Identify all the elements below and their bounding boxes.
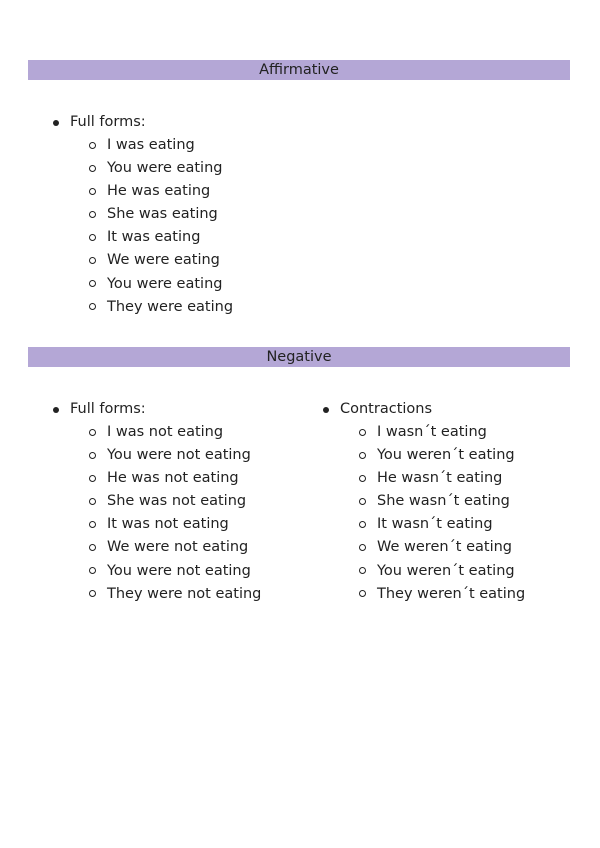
list-item [52, 205, 233, 228]
circle-bullet-icon [359, 590, 366, 597]
circle-bullet-icon [89, 475, 96, 482]
full-forms-label: Full forms: [70, 401, 146, 417]
full-forms-bullet [52, 113, 233, 132]
list-item [52, 136, 233, 159]
list-item-text: He wasn´t eating [377, 470, 503, 487]
circle-bullet-icon [359, 452, 366, 459]
list-item [52, 446, 261, 469]
full-forms-label: Full forms: [70, 114, 146, 130]
list-item [322, 492, 525, 515]
negative-heading: Negative [28, 347, 570, 367]
circle-bullet-icon [89, 544, 96, 551]
list-item [322, 469, 525, 492]
contractions-bullet [322, 400, 525, 419]
list-item-text: You were not eating [107, 562, 251, 579]
list-item-text: You weren´t eating [377, 447, 515, 464]
list-item-text: They weren´t eating [377, 585, 526, 602]
affirmative-sublist [52, 136, 233, 321]
bullet-dot-icon [323, 407, 329, 413]
list-item-text: They were not eating [107, 585, 262, 602]
circle-bullet-icon [89, 303, 96, 310]
circle-bullet-icon [359, 475, 366, 482]
circle-bullet-icon [359, 498, 366, 505]
list-item [52, 585, 261, 608]
list-item-text: You were not eating [107, 447, 251, 464]
circle-bullet-icon [89, 280, 96, 287]
contractions-label: Contractions [340, 401, 433, 417]
full-forms-bullet [52, 400, 261, 419]
list-item-text: They were eating [107, 298, 234, 315]
circle-bullet-icon [359, 567, 366, 574]
negative-full-sublist [52, 423, 261, 608]
list-item-text: It was eating [107, 229, 201, 246]
circle-bullet-icon [359, 429, 366, 436]
list-item-text: She was not eating [107, 493, 247, 510]
list-item-text: We were eating [107, 252, 220, 269]
list-item-text: It was not eating [107, 516, 229, 533]
circle-bullet-icon [89, 234, 96, 241]
list-item [52, 562, 261, 585]
circle-bullet-icon [89, 188, 96, 195]
affirmative-full-forms-list [52, 113, 233, 321]
list-item [52, 423, 261, 446]
list-item [322, 446, 525, 469]
list-item [322, 585, 525, 608]
list-item [322, 515, 525, 538]
list-item [52, 538, 261, 561]
list-item [52, 298, 233, 321]
list-item-text: I was not eating [107, 424, 224, 440]
list-item-text: I was eating [107, 137, 195, 153]
list-item-text: He was not eating [107, 470, 239, 487]
list-item-text: She wasn´t eating [377, 493, 510, 510]
list-item [322, 538, 525, 561]
list-item [52, 492, 261, 515]
list-item [52, 228, 233, 251]
circle-bullet-icon [89, 452, 96, 459]
circle-bullet-icon [359, 521, 366, 528]
circle-bullet-icon [89, 590, 96, 597]
list-item [52, 251, 233, 274]
negative-contractions-list [322, 400, 525, 608]
circle-bullet-icon [89, 429, 96, 436]
bullet-dot-icon [53, 407, 59, 413]
circle-bullet-icon [89, 567, 96, 574]
list-item-text: She was eating [107, 206, 218, 223]
list-item-text: We weren´t eating [377, 539, 513, 556]
circle-bullet-icon [89, 521, 96, 528]
list-item-text: You weren´t eating [377, 562, 515, 579]
affirmative-heading: Affirmative [28, 60, 570, 80]
list-item-text: He was eating [107, 183, 211, 200]
circle-bullet-icon [359, 544, 366, 551]
circle-bullet-icon [89, 211, 96, 218]
circle-bullet-icon [89, 498, 96, 505]
circle-bullet-icon [89, 142, 96, 149]
list-item [322, 562, 525, 585]
bullet-dot-icon [53, 120, 59, 126]
circle-bullet-icon [89, 257, 96, 264]
list-item-text: You were eating [107, 275, 223, 292]
list-item-text: You were eating [107, 160, 223, 177]
negative-contractions-sublist [322, 423, 525, 608]
circle-bullet-icon [89, 165, 96, 172]
list-item [52, 469, 261, 492]
list-item [322, 423, 525, 446]
list-item [52, 159, 233, 182]
list-item [52, 515, 261, 538]
list-item [52, 275, 233, 298]
list-item-text: It wasn´t eating [377, 516, 493, 533]
list-item [52, 182, 233, 205]
negative-full-forms-list [52, 400, 261, 608]
list-item-text: We were not eating [107, 539, 249, 556]
list-item-text: I wasn´t eating [377, 424, 487, 440]
